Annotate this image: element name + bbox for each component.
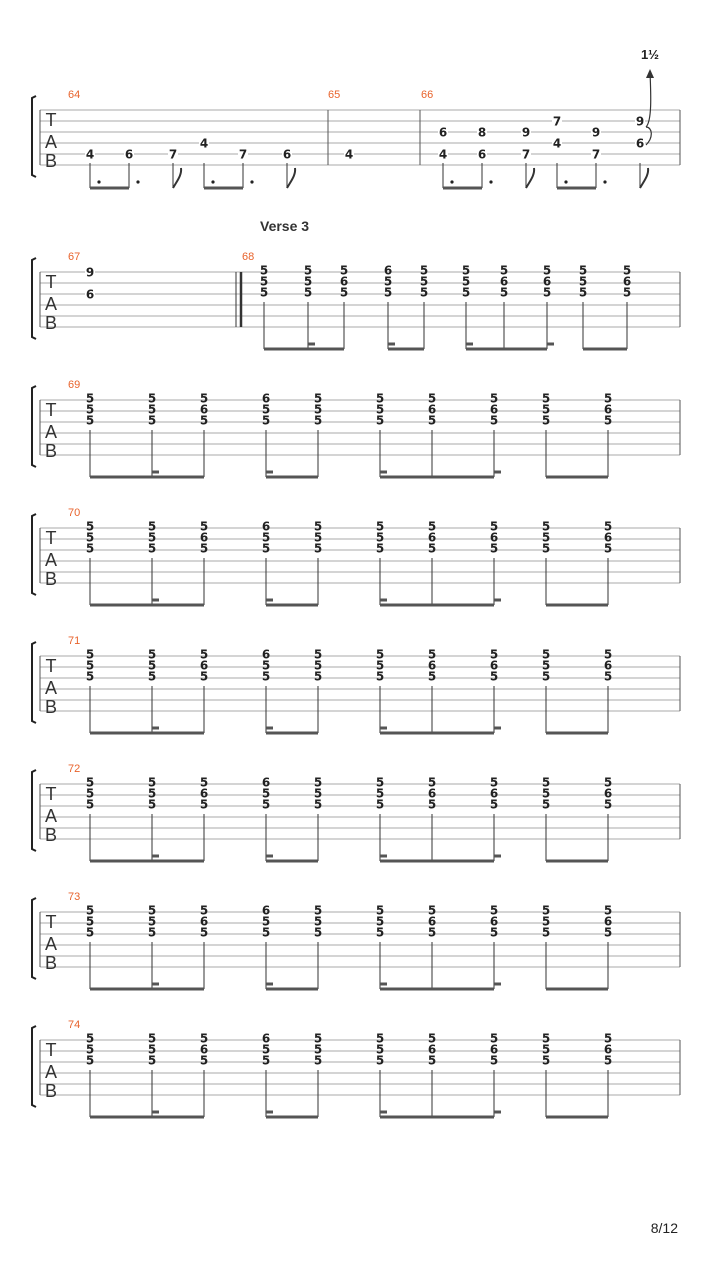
fret-number: 5: [383, 285, 393, 300]
system-bracket: [32, 898, 36, 979]
tab-clef-letter: T: [45, 656, 57, 676]
system-bracket: [32, 258, 36, 339]
fret-number: 6: [199, 914, 209, 929]
system-bracket: [32, 514, 36, 595]
fret-number: 5: [541, 647, 551, 662]
fret-number: 5: [542, 285, 552, 300]
fret-number: 7: [591, 147, 601, 162]
fret-number: 5: [603, 391, 613, 406]
fret-number: 6: [603, 1042, 613, 1057]
fret-number: 5: [603, 519, 613, 534]
fret-number: 5: [489, 903, 499, 918]
fret-number: 5: [489, 1031, 499, 1046]
fret-number: 5: [603, 413, 613, 428]
fret-number: 5: [375, 391, 385, 406]
fret-number: 5: [375, 413, 385, 428]
tab-clef-letter: A: [44, 806, 58, 826]
fret-number: 6: [124, 147, 134, 162]
fret-number: 7: [168, 147, 178, 162]
tab-clef-letter: A: [44, 294, 58, 314]
measure-number: 66: [421, 89, 434, 101]
tab-clef-letter: A: [44, 132, 58, 152]
fret-number: 5: [375, 669, 385, 684]
fret-number: 5: [541, 925, 551, 940]
fret-number: 5: [261, 541, 271, 556]
fret-number: 5: [427, 925, 437, 940]
fret-number: 5: [622, 263, 632, 278]
fret-number: 5: [375, 519, 385, 534]
fret-number: 5: [541, 1031, 551, 1046]
fret-number: 6: [261, 1031, 271, 1046]
fret-number: 4: [199, 136, 209, 151]
fret-number: 6: [199, 402, 209, 417]
system-bracket: [32, 1026, 36, 1107]
fret-number: 4: [552, 136, 562, 151]
measure-number: 74: [68, 1019, 81, 1031]
measure-number: 70: [68, 507, 81, 519]
fret-number: 5: [541, 402, 551, 417]
measure-number: 71: [68, 635, 81, 647]
tab-clef-letter: T: [45, 400, 57, 420]
fret-number: 5: [541, 786, 551, 801]
fret-number: 5: [375, 1031, 385, 1046]
fret-number: 5: [313, 786, 323, 801]
fret-number: 5: [147, 530, 157, 545]
fret-number: 5: [622, 285, 632, 300]
note-flag: [640, 168, 648, 188]
fret-number: 6: [489, 786, 499, 801]
fret-number: 5: [427, 541, 437, 556]
fret-number: 5: [313, 1031, 323, 1046]
fret-number: 6: [489, 914, 499, 929]
fret-number: 5: [489, 669, 499, 684]
fret-number: 5: [339, 263, 349, 278]
system-bracket: [32, 96, 36, 177]
fret-number: 6: [261, 775, 271, 790]
fret-number: 5: [313, 647, 323, 662]
fret-number: 5: [313, 519, 323, 534]
fret-number: 5: [313, 925, 323, 940]
fret-number: 5: [375, 903, 385, 918]
fret-number: 6: [489, 530, 499, 545]
page-number: 8/12: [650, 1220, 678, 1236]
fret-number: 5: [375, 402, 385, 417]
fret-number: 5: [85, 914, 95, 929]
fret-number: 5: [313, 1042, 323, 1057]
tab-clef-letter: B: [44, 441, 58, 461]
fret-number: 5: [541, 903, 551, 918]
fret-number: 5: [603, 1031, 613, 1046]
fret-number: 5: [147, 647, 157, 662]
note-flag: [173, 168, 181, 188]
fret-number: 5: [542, 263, 552, 278]
tab-clef-letter: T: [45, 784, 57, 804]
fret-number: 5: [313, 669, 323, 684]
fret-number: 5: [419, 285, 429, 300]
fret-number: 5: [541, 391, 551, 406]
fret-number: 6: [542, 274, 552, 289]
note-flag: [287, 168, 295, 188]
fret-number: 5: [375, 647, 385, 662]
fret-number: 5: [375, 1053, 385, 1068]
fret-number: 5: [147, 1053, 157, 1068]
fret-number: 6: [427, 786, 437, 801]
fret-number: 5: [85, 1053, 95, 1068]
bend-arrow-icon: [646, 69, 654, 78]
fret-number: 5: [489, 647, 499, 662]
fret-number: 5: [603, 775, 613, 790]
fret-number: 5: [199, 647, 209, 662]
measure-number: 73: [68, 891, 81, 903]
fret-number: 5: [261, 925, 271, 940]
fret-number: 7: [521, 147, 531, 162]
fret-number: 5: [261, 402, 271, 417]
fret-number: 5: [541, 413, 551, 428]
fret-number: 5: [147, 925, 157, 940]
fret-number: 5: [427, 519, 437, 534]
fret-number: 5: [603, 1053, 613, 1068]
fret-number: 5: [313, 903, 323, 918]
measure-number: 64: [68, 89, 81, 101]
fret-number: 5: [85, 647, 95, 662]
fret-number: 5: [489, 775, 499, 790]
measure-number: 68: [242, 251, 255, 263]
fret-number: 6: [603, 786, 613, 801]
system-bracket: [32, 386, 36, 467]
bend-curve: [646, 72, 651, 127]
tab-clef-letter: T: [45, 110, 57, 130]
fret-number: 5: [499, 263, 509, 278]
fret-number: 5: [375, 786, 385, 801]
tab-clef-letter: A: [44, 550, 58, 570]
fret-number: 5: [313, 391, 323, 406]
measure-number: 67: [68, 251, 81, 263]
fret-number: 6: [383, 263, 393, 278]
fret-number: 6: [603, 914, 613, 929]
fret-number: 5: [199, 1031, 209, 1046]
fret-number: 5: [541, 1042, 551, 1057]
fret-number: 5: [427, 647, 437, 662]
fret-number: 5: [541, 669, 551, 684]
fret-number: 6: [282, 147, 292, 162]
fret-number: 5: [313, 914, 323, 929]
fret-number: 6: [339, 274, 349, 289]
fret-number: 5: [261, 1053, 271, 1068]
fret-number: 6: [603, 530, 613, 545]
fret-number: 5: [375, 530, 385, 545]
fret-number: 5: [259, 263, 269, 278]
fret-number: 6: [199, 658, 209, 673]
fret-number: 6: [199, 530, 209, 545]
fret-number: 5: [541, 797, 551, 812]
fret-number: 5: [85, 519, 95, 534]
fret-number: 5: [313, 413, 323, 428]
fret-number: 5: [147, 914, 157, 929]
fret-number: 5: [419, 274, 429, 289]
fret-number: 6: [489, 658, 499, 673]
augmentation-dot: [250, 180, 253, 183]
tab-clef-letter: B: [44, 313, 58, 333]
fret-number: 5: [489, 541, 499, 556]
fret-number: 5: [427, 669, 437, 684]
fret-number: 5: [603, 541, 613, 556]
fret-number: 5: [85, 1042, 95, 1057]
fret-number: 6: [261, 391, 271, 406]
fret-number: 5: [147, 541, 157, 556]
fret-number: 5: [261, 914, 271, 929]
fret-number: 5: [85, 669, 95, 684]
fret-number: 5: [313, 797, 323, 812]
fret-number: 5: [147, 413, 157, 428]
tab-clef-letter: T: [45, 272, 57, 292]
fret-number: 5: [541, 1053, 551, 1068]
fret-number: 5: [375, 914, 385, 929]
fret-number: 5: [541, 914, 551, 929]
fret-number: 5: [261, 1042, 271, 1057]
fret-number: 5: [147, 1031, 157, 1046]
fret-number: 5: [147, 775, 157, 790]
fret-number: 5: [261, 658, 271, 673]
fret-number: 5: [313, 530, 323, 545]
fret-number: 5: [541, 658, 551, 673]
fret-number: 5: [303, 263, 313, 278]
fret-number: 5: [303, 285, 313, 300]
fret-number: 5: [199, 775, 209, 790]
tab-clef-letter: T: [45, 528, 57, 548]
fret-number: 5: [603, 925, 613, 940]
fret-number: 6: [489, 402, 499, 417]
fret-number: 6: [477, 147, 487, 162]
tab-clef-letter: T: [45, 1040, 57, 1060]
fret-number: 6: [261, 647, 271, 662]
fret-number: 5: [85, 1031, 95, 1046]
augmentation-dot: [603, 180, 606, 183]
fret-number: 5: [147, 658, 157, 673]
measure-number: 65: [328, 89, 341, 101]
fret-number: 5: [603, 669, 613, 684]
fret-number: 6: [427, 658, 437, 673]
augmentation-dot: [97, 180, 100, 183]
fret-number: 6: [499, 274, 509, 289]
fret-number: 9: [521, 125, 531, 140]
fret-number: 6: [427, 914, 437, 929]
fret-number: 4: [438, 147, 448, 162]
fret-number: 5: [199, 519, 209, 534]
fret-number: 5: [147, 391, 157, 406]
fret-number: 5: [375, 925, 385, 940]
fret-number: 5: [199, 669, 209, 684]
tab-clef-letter: B: [44, 569, 58, 589]
fret-number: 5: [85, 530, 95, 545]
fret-number: 5: [85, 402, 95, 417]
fret-number: 5: [199, 925, 209, 940]
fret-number: 5: [383, 274, 393, 289]
fret-number: 5: [199, 541, 209, 556]
fret-number: 5: [375, 541, 385, 556]
bend-curve: [646, 127, 651, 145]
fret-number: 5: [578, 274, 588, 289]
fret-number: 5: [499, 285, 509, 300]
fret-number: 9: [591, 125, 601, 140]
fret-number: 5: [603, 647, 613, 662]
fret-number: 4: [344, 147, 354, 162]
fret-number: 5: [461, 285, 471, 300]
fret-number: 5: [375, 1042, 385, 1057]
fret-number: 5: [85, 775, 95, 790]
fret-number: 6: [635, 136, 645, 151]
fret-number: 5: [261, 530, 271, 545]
fret-number: 5: [147, 669, 157, 684]
fret-number: 6: [261, 903, 271, 918]
fret-number: 6: [261, 519, 271, 534]
fret-number: 5: [199, 903, 209, 918]
fret-number: 5: [85, 797, 95, 812]
fret-number: 5: [261, 797, 271, 812]
fret-number: 5: [489, 391, 499, 406]
tab-clef-letter: T: [45, 912, 57, 932]
fret-number: 5: [541, 775, 551, 790]
fret-number: 5: [147, 519, 157, 534]
fret-number: 5: [147, 786, 157, 801]
fret-number: 5: [147, 903, 157, 918]
tab-clef-letter: B: [44, 1081, 58, 1101]
fret-number: 9: [635, 114, 645, 129]
fret-number: 6: [427, 1042, 437, 1057]
tab-clef-letter: B: [44, 697, 58, 717]
fret-number: 5: [147, 1042, 157, 1057]
fret-number: 7: [238, 147, 248, 162]
fret-number: 5: [375, 797, 385, 812]
fret-number: 9: [85, 265, 95, 280]
fret-number: 5: [603, 903, 613, 918]
augmentation-dot: [450, 180, 453, 183]
fret-number: 5: [85, 391, 95, 406]
bend-amount-label: 1½: [640, 47, 660, 62]
fret-number: 5: [85, 541, 95, 556]
fret-number: 5: [199, 391, 209, 406]
fret-number: 5: [85, 786, 95, 801]
fret-number: 5: [489, 797, 499, 812]
tab-clef-letter: B: [44, 151, 58, 171]
fret-number: 5: [541, 519, 551, 534]
augmentation-dot: [211, 180, 214, 183]
fret-number: 5: [259, 285, 269, 300]
fret-number: 5: [313, 541, 323, 556]
fret-number: 5: [427, 903, 437, 918]
fret-number: 6: [427, 530, 437, 545]
note-flag: [526, 168, 534, 188]
fret-number: 5: [489, 413, 499, 428]
fret-number: 5: [461, 263, 471, 278]
fret-number: 5: [541, 541, 551, 556]
fret-number: 6: [427, 402, 437, 417]
tab-clef-letter: A: [44, 678, 58, 698]
fret-number: 6: [85, 287, 95, 302]
fret-number: 5: [259, 274, 269, 289]
fret-number: 5: [489, 1053, 499, 1068]
fret-number: 8: [477, 125, 487, 140]
tab-clef-letter: A: [44, 1062, 58, 1082]
fret-number: 5: [199, 797, 209, 812]
fret-number: 5: [147, 797, 157, 812]
fret-number: 5: [578, 285, 588, 300]
fret-number: 5: [427, 1031, 437, 1046]
fret-number: 5: [489, 925, 499, 940]
fret-number: 6: [199, 786, 209, 801]
fret-number: 5: [261, 413, 271, 428]
fret-number: 5: [303, 274, 313, 289]
section-label: Verse 3: [260, 218, 310, 234]
augmentation-dot: [489, 180, 492, 183]
fret-number: 6: [622, 274, 632, 289]
fret-number: 5: [427, 391, 437, 406]
fret-number: 5: [427, 797, 437, 812]
fret-number: 5: [427, 1053, 437, 1068]
tab-clef-letter: B: [44, 825, 58, 845]
system-bracket: [32, 642, 36, 723]
fret-number: 5: [541, 530, 551, 545]
fret-number: 5: [375, 658, 385, 673]
fret-number: 5: [85, 413, 95, 428]
fret-number: 5: [313, 1053, 323, 1068]
fret-number: 5: [313, 658, 323, 673]
fret-number: 5: [313, 775, 323, 790]
fret-number: 5: [461, 274, 471, 289]
fret-number: 5: [313, 402, 323, 417]
tab-clef-letter: A: [44, 934, 58, 954]
fret-number: 5: [261, 669, 271, 684]
measure-number: 72: [68, 763, 81, 775]
system-bracket: [32, 770, 36, 851]
fret-number: 5: [427, 413, 437, 428]
fret-number: 5: [578, 263, 588, 278]
fret-number: 5: [489, 519, 499, 534]
fret-number: 6: [438, 125, 448, 140]
fret-number: 5: [85, 658, 95, 673]
measure-number: 69: [68, 379, 81, 391]
fret-number: 5: [85, 925, 95, 940]
fret-number: 5: [147, 402, 157, 417]
fret-number: 5: [261, 786, 271, 801]
fret-number: 7: [552, 114, 562, 129]
fret-number: 5: [199, 1053, 209, 1068]
fret-number: 5: [339, 285, 349, 300]
tab-clef-letter: A: [44, 422, 58, 442]
fret-number: 5: [419, 263, 429, 278]
augmentation-dot: [136, 180, 139, 183]
fret-number: 5: [603, 797, 613, 812]
fret-number: 6: [603, 658, 613, 673]
fret-number: 6: [603, 402, 613, 417]
tab-clef-letter: B: [44, 953, 58, 973]
fret-number: 5: [199, 413, 209, 428]
fret-number: 6: [489, 1042, 499, 1057]
augmentation-dot: [564, 180, 567, 183]
fret-number: 6: [199, 1042, 209, 1057]
fret-number: 5: [375, 775, 385, 790]
fret-number: 5: [85, 903, 95, 918]
fret-number: 4: [85, 147, 95, 162]
fret-number: 5: [427, 775, 437, 790]
